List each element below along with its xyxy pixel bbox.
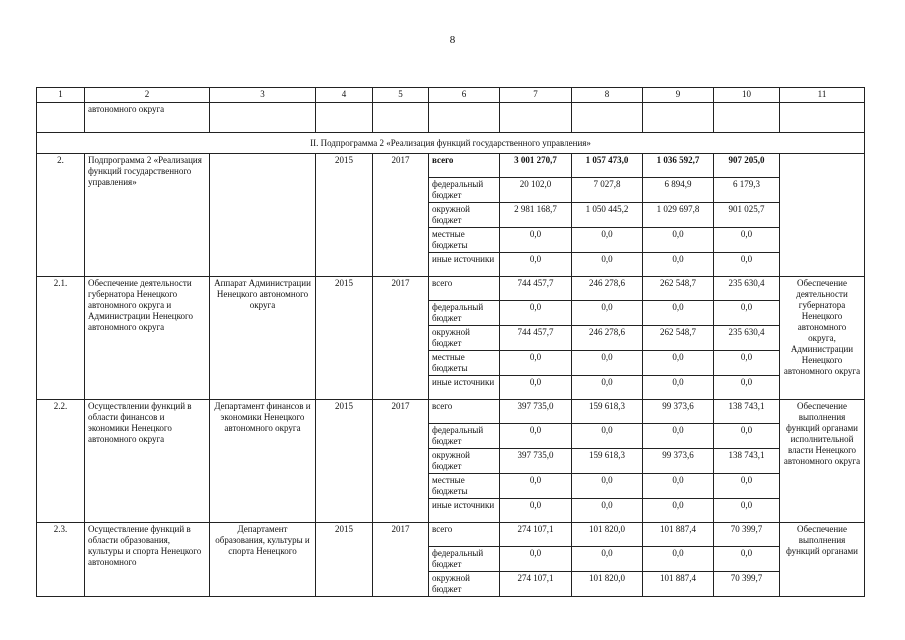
item-end-year: 2017 (373, 400, 429, 523)
value-cell: 0,0 (714, 474, 780, 499)
value-cell: 0,0 (643, 301, 714, 326)
item-executor: Аппарат Администрации Ненецкого автономного округа (210, 277, 316, 400)
value-cell: 0,0 (714, 228, 780, 253)
value-cell: 0,0 (572, 228, 643, 253)
value-cell: 744 457,7 (500, 326, 572, 351)
value-cell: 246 278,6 (572, 326, 643, 351)
value-cell: 99 373,6 (643, 449, 714, 474)
value-cell: 744 457,7 (500, 277, 572, 301)
value-cell: 159 618,3 (572, 400, 643, 424)
value-cell: 262 548,7 (643, 277, 714, 301)
item-start-year: 2015 (316, 400, 373, 523)
header-cell: 9 (643, 88, 714, 103)
item-end-year: 2017 (373, 154, 429, 277)
source-label: окружной бюджет (429, 449, 500, 474)
value-cell: 0,0 (500, 253, 572, 277)
item-number: 2.2. (37, 400, 85, 523)
source-label: федеральный бюджет (429, 178, 500, 203)
table-row (37, 400, 865, 424)
value-cell: 0,0 (572, 547, 643, 572)
source-label: окружной бюджет (429, 572, 500, 597)
value-cell: 1 057 473,0 (572, 154, 643, 178)
value-cell: 138 743,1 (714, 449, 780, 474)
value-cell: 0,0 (500, 351, 572, 376)
value-cell: 0,0 (500, 474, 572, 499)
item-name: Подпрограмма 2 «Реализация функций государственного управления» (85, 154, 210, 277)
item-start-year: 2015 (316, 277, 373, 400)
item-name: Обеспечение деятельности губернатора Ненецкого автономного округа и Администрации Ненецкого автономного округа (85, 277, 210, 400)
source-label: всего (429, 154, 500, 178)
table-row (37, 523, 865, 547)
value-cell: 0,0 (500, 301, 572, 326)
item-result: Обеспечение деятельности губернатора Ненецкого автономного округа, Администрации Ненецкого автономного округа (780, 277, 865, 400)
value-cell: 0,0 (643, 351, 714, 376)
value-cell: 0,0 (572, 376, 643, 400)
header-cell: 2 (85, 88, 210, 103)
page-number: 8 (449, 34, 456, 46)
source-label: федеральный бюджет (429, 547, 500, 572)
source-label: окружной бюджет (429, 326, 500, 351)
source-label: местные бюджеты (429, 474, 500, 499)
value-cell: 0,0 (572, 351, 643, 376)
value-cell: 70 399,7 (714, 523, 780, 547)
header-cell: 4 (316, 88, 373, 103)
source-label: всего (429, 277, 500, 301)
header-cell: 8 (572, 88, 643, 103)
value-cell: 6 179,3 (714, 178, 780, 203)
value-cell: 101 887,4 (643, 523, 714, 547)
header-cell: 6 (429, 88, 500, 103)
source-label: иные источники (429, 376, 500, 400)
value-cell: 0,0 (500, 499, 572, 523)
value-cell: 0,0 (500, 424, 572, 449)
value-cell: 0,0 (643, 499, 714, 523)
section-title: II. Подпрограмма 2 «Реализация функций государственного управления» (37, 133, 865, 154)
header-cell: 10 (714, 88, 780, 103)
value-cell: 274 107,1 (500, 523, 572, 547)
item-executor: Департамент финансов и экономики Ненецкого автономного округа (210, 400, 316, 523)
table-row (37, 277, 865, 301)
source-label: местные бюджеты (429, 351, 500, 376)
value-cell: 99 373,6 (643, 400, 714, 424)
value-cell: 6 894,9 (643, 178, 714, 203)
value-cell: 0,0 (714, 376, 780, 400)
value-cell: 907 205,0 (714, 154, 780, 178)
value-cell: 0,0 (500, 228, 572, 253)
source-label: иные источники (429, 499, 500, 523)
value-cell: 0,0 (572, 301, 643, 326)
item-number: 2.3. (37, 523, 85, 597)
value-cell: 1 050 445,2 (572, 203, 643, 228)
item-name: Осуществление функций в области образования, культуры и спорта Ненецкого автономного (85, 523, 210, 597)
continuation-row (37, 103, 865, 133)
continuation-text: автономного округа (85, 103, 210, 133)
value-cell: 101 820,0 (572, 572, 643, 597)
item-number: 2. (37, 154, 85, 277)
value-cell: 235 630,4 (714, 326, 780, 351)
item-result (780, 154, 865, 277)
header-cell: 7 (500, 88, 572, 103)
source-label: местные бюджеты (429, 228, 500, 253)
item-start-year: 2015 (316, 523, 373, 597)
value-cell: 0,0 (714, 351, 780, 376)
value-cell: 0,0 (572, 253, 643, 277)
value-cell: 159 618,3 (572, 449, 643, 474)
value-cell: 0,0 (643, 253, 714, 277)
value-cell: 20 102,0 (500, 178, 572, 203)
value-cell: 0,0 (500, 547, 572, 572)
value-cell: 0,0 (643, 424, 714, 449)
item-executor: Департамент образования, культуры и спорта Ненецкого (210, 523, 316, 597)
value-cell: 2 981 168,7 (500, 203, 572, 228)
item-result: Обеспечение выполнения функций органами (780, 523, 865, 597)
value-cell: 7 027,8 (572, 178, 643, 203)
value-cell: 101 887,4 (643, 572, 714, 597)
value-cell: 1 036 592,7 (643, 154, 714, 178)
header-cell: 11 (780, 88, 865, 103)
table-row (37, 154, 865, 178)
value-cell: 246 278,6 (572, 277, 643, 301)
header-row (37, 88, 865, 103)
value-cell: 397 735,0 (500, 400, 572, 424)
source-label: иные источники (429, 253, 500, 277)
header-cell: 3 (210, 88, 316, 103)
value-cell: 1 029 697,8 (643, 203, 714, 228)
header-cell: 5 (373, 88, 429, 103)
value-cell: 3 001 270,7 (500, 154, 572, 178)
value-cell: 70 399,7 (714, 572, 780, 597)
source-label: всего (429, 523, 500, 547)
item-end-year: 2017 (373, 277, 429, 400)
source-label: федеральный бюджет (429, 301, 500, 326)
value-cell: 0,0 (643, 228, 714, 253)
value-cell: 0,0 (572, 424, 643, 449)
value-cell: 0,0 (572, 499, 643, 523)
item-executor (210, 154, 316, 277)
source-label: федеральный бюджет (429, 424, 500, 449)
value-cell: 0,0 (643, 547, 714, 572)
value-cell: 138 743,1 (714, 400, 780, 424)
program-table (36, 87, 865, 597)
value-cell: 0,0 (643, 474, 714, 499)
value-cell: 262 548,7 (643, 326, 714, 351)
value-cell: 0,0 (643, 376, 714, 400)
item-result: Обеспечение выполнения функций органами исполнительной власти Ненецкого автономного округа (780, 400, 865, 523)
source-label: всего (429, 400, 500, 424)
value-cell: 397 735,0 (500, 449, 572, 474)
header-cell: 1 (37, 88, 85, 103)
source-label: окружной бюджет (429, 203, 500, 228)
section-row (37, 133, 865, 154)
value-cell: 0,0 (714, 424, 780, 449)
value-cell: 901 025,7 (714, 203, 780, 228)
item-end-year: 2017 (373, 523, 429, 597)
value-cell: 0,0 (714, 301, 780, 326)
item-name: Осуществлении функций в области финансов и экономики Ненецкого автономного округа (85, 400, 210, 523)
value-cell: 274 107,1 (500, 572, 572, 597)
value-cell: 101 820,0 (572, 523, 643, 547)
item-start-year: 2015 (316, 154, 373, 277)
item-number: 2.1. (37, 277, 85, 400)
value-cell: 0,0 (714, 547, 780, 572)
value-cell: 0,0 (714, 253, 780, 277)
value-cell: 235 630,4 (714, 277, 780, 301)
value-cell: 0,0 (500, 376, 572, 400)
value-cell: 0,0 (572, 474, 643, 499)
value-cell: 0,0 (714, 499, 780, 523)
